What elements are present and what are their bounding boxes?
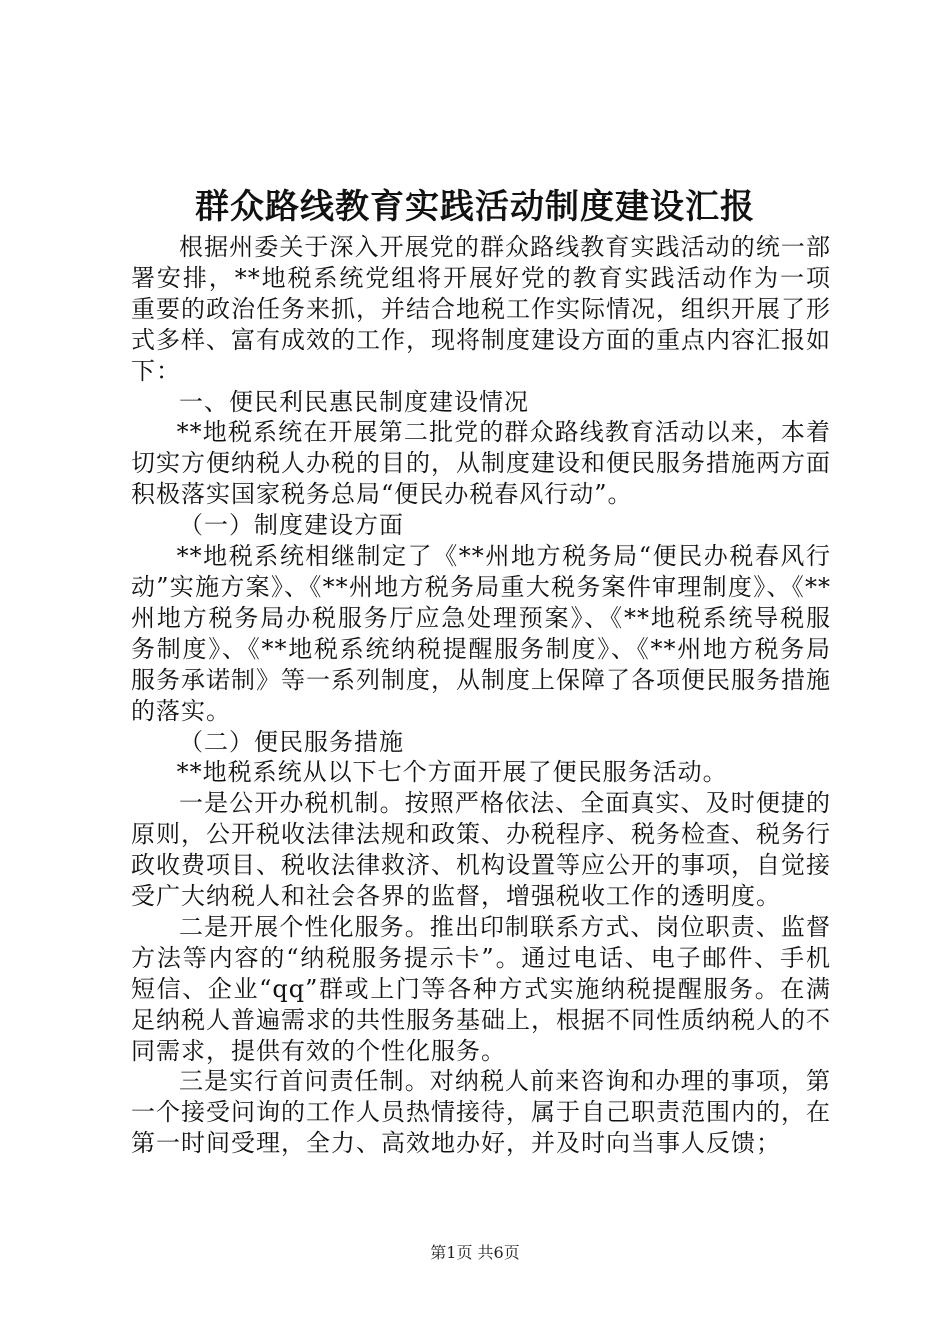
subsection-heading-1: （一）制度建设方面 <box>179 511 404 540</box>
page-footer: 第1页 共6页 <box>430 1243 520 1262</box>
subsection-heading-2: （二）便民服务措施 <box>179 727 404 756</box>
paragraph-item-2: 二是开展个性化服务。推出印制联系方式、岗位职责、监督方法等内容的“纳税服务提示卡”。通过电话、电子邮件、手机短信、企业“qq”群或上门等各种方式实施纳税提醒服务。在满足纳税人普遍需求的共性服务基础上，根据不同性质纳税人的不同需求，提供有效的个性化服务。 <box>131 912 831 1065</box>
paragraph-intro: 根据州委关于深入开展党的群众路线教育实践活动的统一部署安排，**地税系统党组将开展好党的教育实践活动作为一项重要的政治任务来抓，并结合地税工作实际情况，组织开展了形式多样、富有成效的工作，现将制度建设方面的重点内容汇报如下： <box>131 233 831 385</box>
document-body <box>131 232 831 1159</box>
paragraph-system-list: **地税系统相继制定了《**州地方税务局“便民办税春风行动”实施方案》、《**州地方税务局重大税务案件审理制度》、《**州地方税务局办税服务厅应急处理预案》、《**地税系统导税服务制度》、《**地税系统纳税提醒服务制度》、《**州地方税务局服务承诺制》等一系列制度，从制度上保障了各项便民服务措施的落实。 <box>131 542 831 725</box>
paragraph-section-1: **地税系统在开展第二批党的群众路线教育活动以来，本着切实方便纳税人办税的目的，从制度建设和便民服务措施两方面积极落实国家税务总局“便民办税春风行动”。 <box>131 418 831 509</box>
document-title: 群众路线教育实践活动制度建设汇报 <box>195 187 755 227</box>
section-heading-1: 一、便民利民惠民制度建设情况 <box>179 387 529 416</box>
paragraph-item-3: 三是实行首问责任制。对纳税人前来咨询和办理的事项，第一个接受问询的工作人员热情接待，属于自己职责范围内的，在第一时间受理，全力、高效地办好，并及时向当事人反馈； <box>131 1067 831 1158</box>
paragraph-item-1: 一是公开办税机制。按照严格依法、全面真实、及时便捷的原则，公开税收法律法规和政策、办税程序、税务检查、税务行政收费项目、税收法律救济、机构设置等应公开的事项，自觉接受广大纳税人和社会各界的监督，增强税收工作的透明度。 <box>131 789 831 911</box>
paragraph-seven-aspects: **地税系统从以下七个方面开展了便民服务活动。 <box>176 758 728 787</box>
